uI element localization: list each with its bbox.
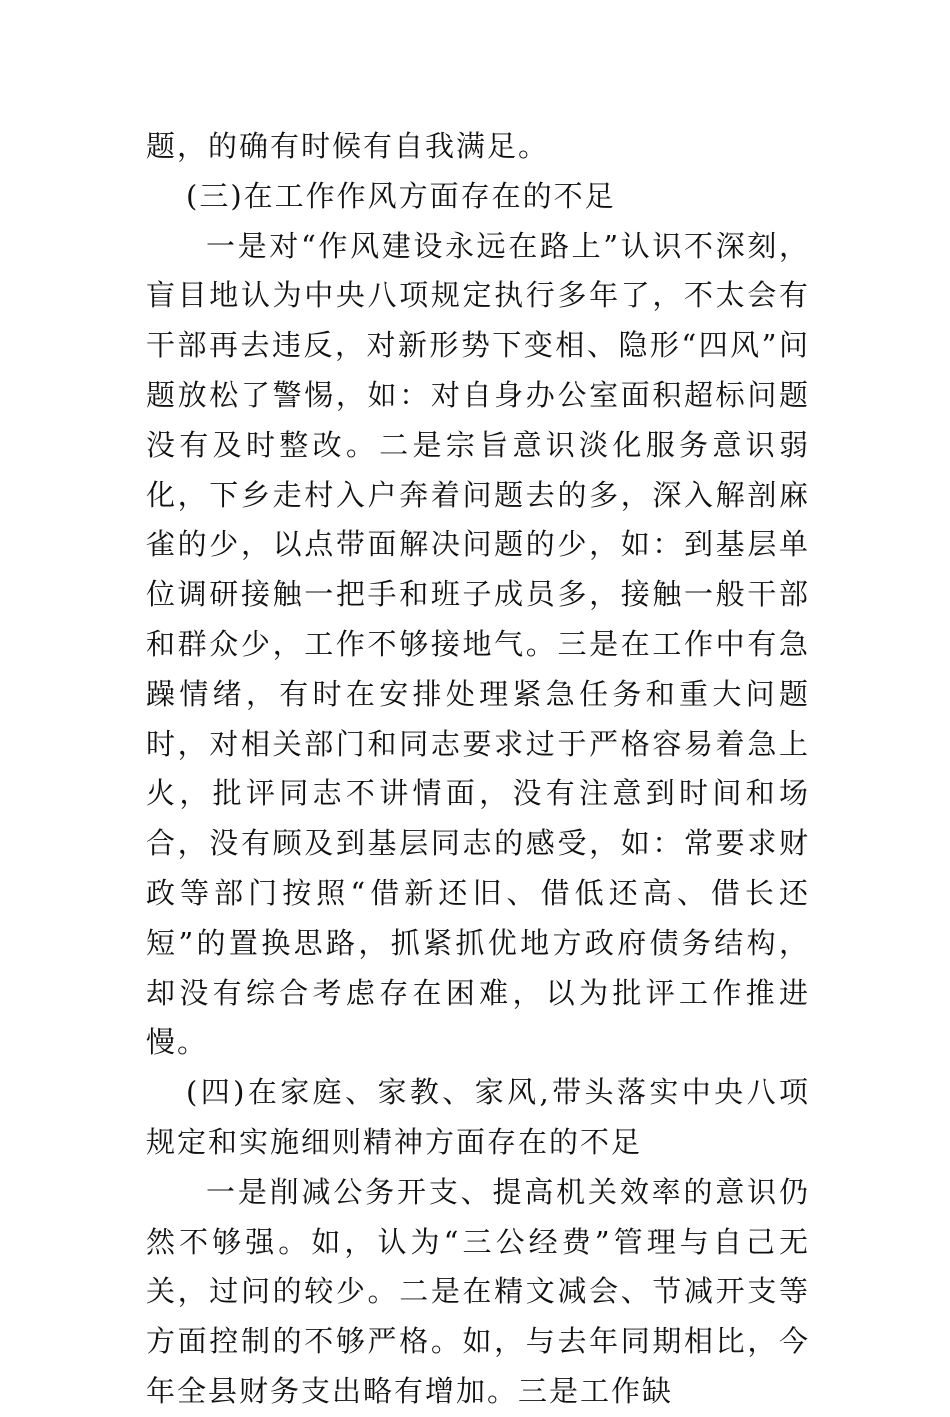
document-body bbox=[146, 122, 810, 1417]
paragraph-continuation: 题，的确有时候有自我满足。 bbox=[146, 129, 550, 163]
section-heading-4: (四)在家庭、家教、家风,带头落实中央八项规定和实施细则精神方面存在的不足 bbox=[146, 1075, 810, 1159]
paragraph-family-style: 一是削减公务开支、提高机关效率的意识仍然不够强。如，认为“三公经费”管理与自己无关，过问的较少。二是在精文减会、节减开支等方面控制的不够严格。如，与去年同期相比，今年全县财务支出略有增加。三是工作缺 bbox=[146, 1174, 810, 1408]
section-heading-3: (三)在工作作风方面存在的不足 bbox=[186, 178, 616, 213]
paragraph-work-style: 一是对“作风建设永远在路上”认识不深刻，盲目地认为中央八项规定执行多年了，不太会有干部再去违反，对新形势下变相、隐形“四风”问题放松了警惕，如：对自身办公室面积超标问题没有及时整改。二是宗旨意识淡化服务意识弱化，下乡走村入户奔着问题去的多，深入解剖麻雀的少，以点带面解决问题的少，如：到基层单位调研接触一把手和班子成员多，接触一般干部和群众少，工作不够接地气。三是在工作中有急躁情绪，有时在安排处理紧急任务和重大问题时，对相关部门和同志要求过于严格容易着急上火，批评同志不讲情面，没有注意到时间和场合，没有顾及到基层同志的感受，如：常要求财政等部门按照“借新还旧、借低还高、借长还短”的置换思路，抓紧抓优地方政府债务结构，却没有综合考虑存在困难，以为批评工作推进慢。 bbox=[146, 228, 810, 1060]
